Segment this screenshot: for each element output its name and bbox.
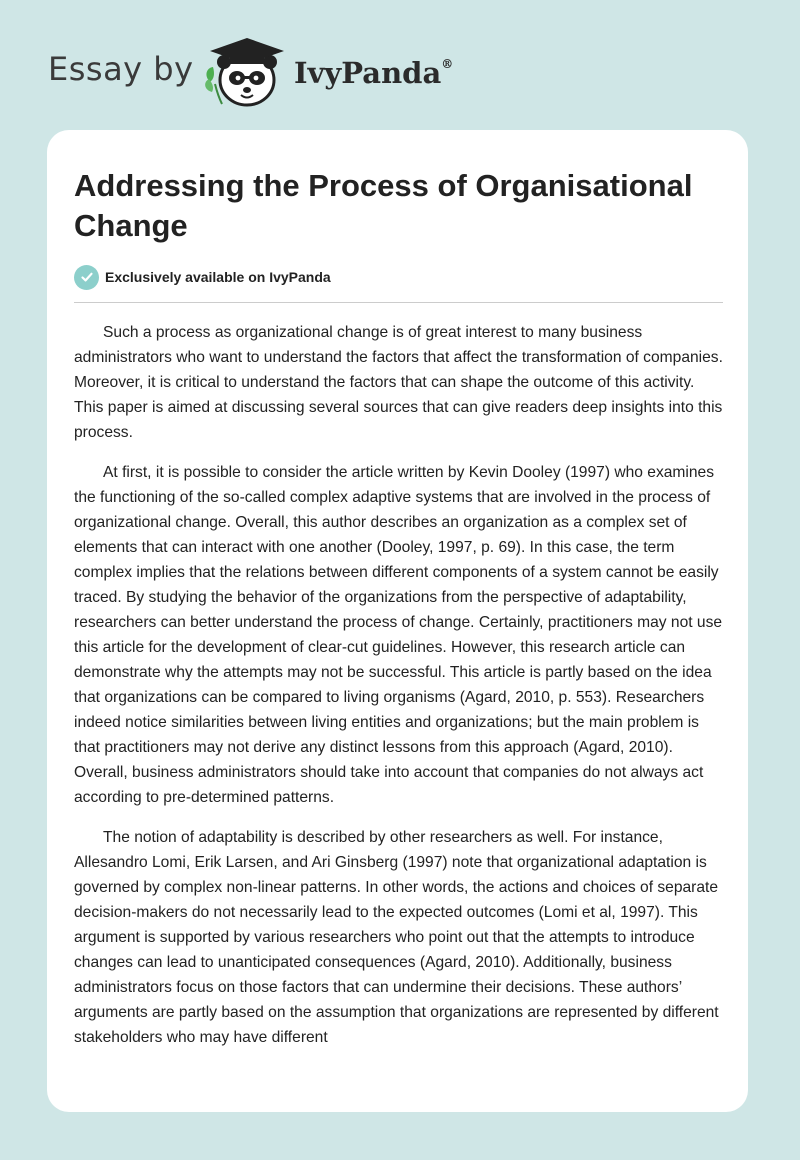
brand-name[interactable] xyxy=(294,56,453,90)
site-header xyxy=(0,0,800,128)
article-title: Addressing the Process of Organisational Change xyxy=(74,168,693,243)
brand-text: IvyPanda xyxy=(294,56,442,90)
exclusive-label: Exclusively available on IvyPanda xyxy=(105,269,331,285)
divider xyxy=(74,302,723,303)
article-card xyxy=(47,130,748,1112)
paragraph-3: The notion of adaptability is described by other researchers as well. For instance, Allesandro Lomi, Erik Larsen, and Ari Ginsberg (1997) note that organizational adaptation is governed by complex non-linear patterns. In other words, the actions and choices of separate decision-makers do not necessarily lead to the expected outcomes (Lomi et al, 1997). This argument is supported by various researchers who point out that the attempts to introduce changes can lead to unanticipated consequences (Agard, 2010). Additionally, business administrators focus on those factors that can undermine their decisions. These authors’ arguments are partly based on the assumption that organizations are represented by different stakeholders who may have different xyxy=(74,829,719,1046)
panda-graduate-icon[interactable] xyxy=(200,34,286,110)
paragraph-2: At first, it is possible to consider the article written by Kevin Dooley (1997) who examines the functioning of the so-called complex adaptive systems that are involved in the process of organizational change. Overall, this author describes an organization as a complex set of elements that can interact with one another (Dooley, 1997, p. 69). In this case, the term complex implies that the relations between different components of a system cannot be easily traced. By studying the behavior of the organizations from the perspective of adaptability, researchers can better understand the process of change. Certainly, practitioners may not use this article for the development of clear-cut guidelines. However, this research article can demonstrate why the attempts may not be successful. This article is partly based on the idea that organizations can be compared to living organisms (Agard, 2010, p. 553). Researchers indeed notice similarities between living entities and organizations; but the main problem is that practitioners may not derive any distinct lessons from this approach (Agard, 2010). Overall, business administrators should take into account that companies do not always act according to pre-determined patterns. xyxy=(74,464,723,806)
article-body xyxy=(74,320,724,1065)
registered-mark: ® xyxy=(441,57,454,72)
exclusive-badge xyxy=(74,264,331,290)
essay-by-label: Essay by xyxy=(48,50,194,88)
paragraph-1: Such a process as organizational change is of great interest to many business administrators who want to understand the factors that affect the transformation of companies. Moreover, it is critical to understand the factors that can shape the outcome of this activity. This paper is aimed at discussing several sources that can give readers deep insights into this process. xyxy=(74,324,723,441)
check-circle-icon xyxy=(74,265,99,290)
